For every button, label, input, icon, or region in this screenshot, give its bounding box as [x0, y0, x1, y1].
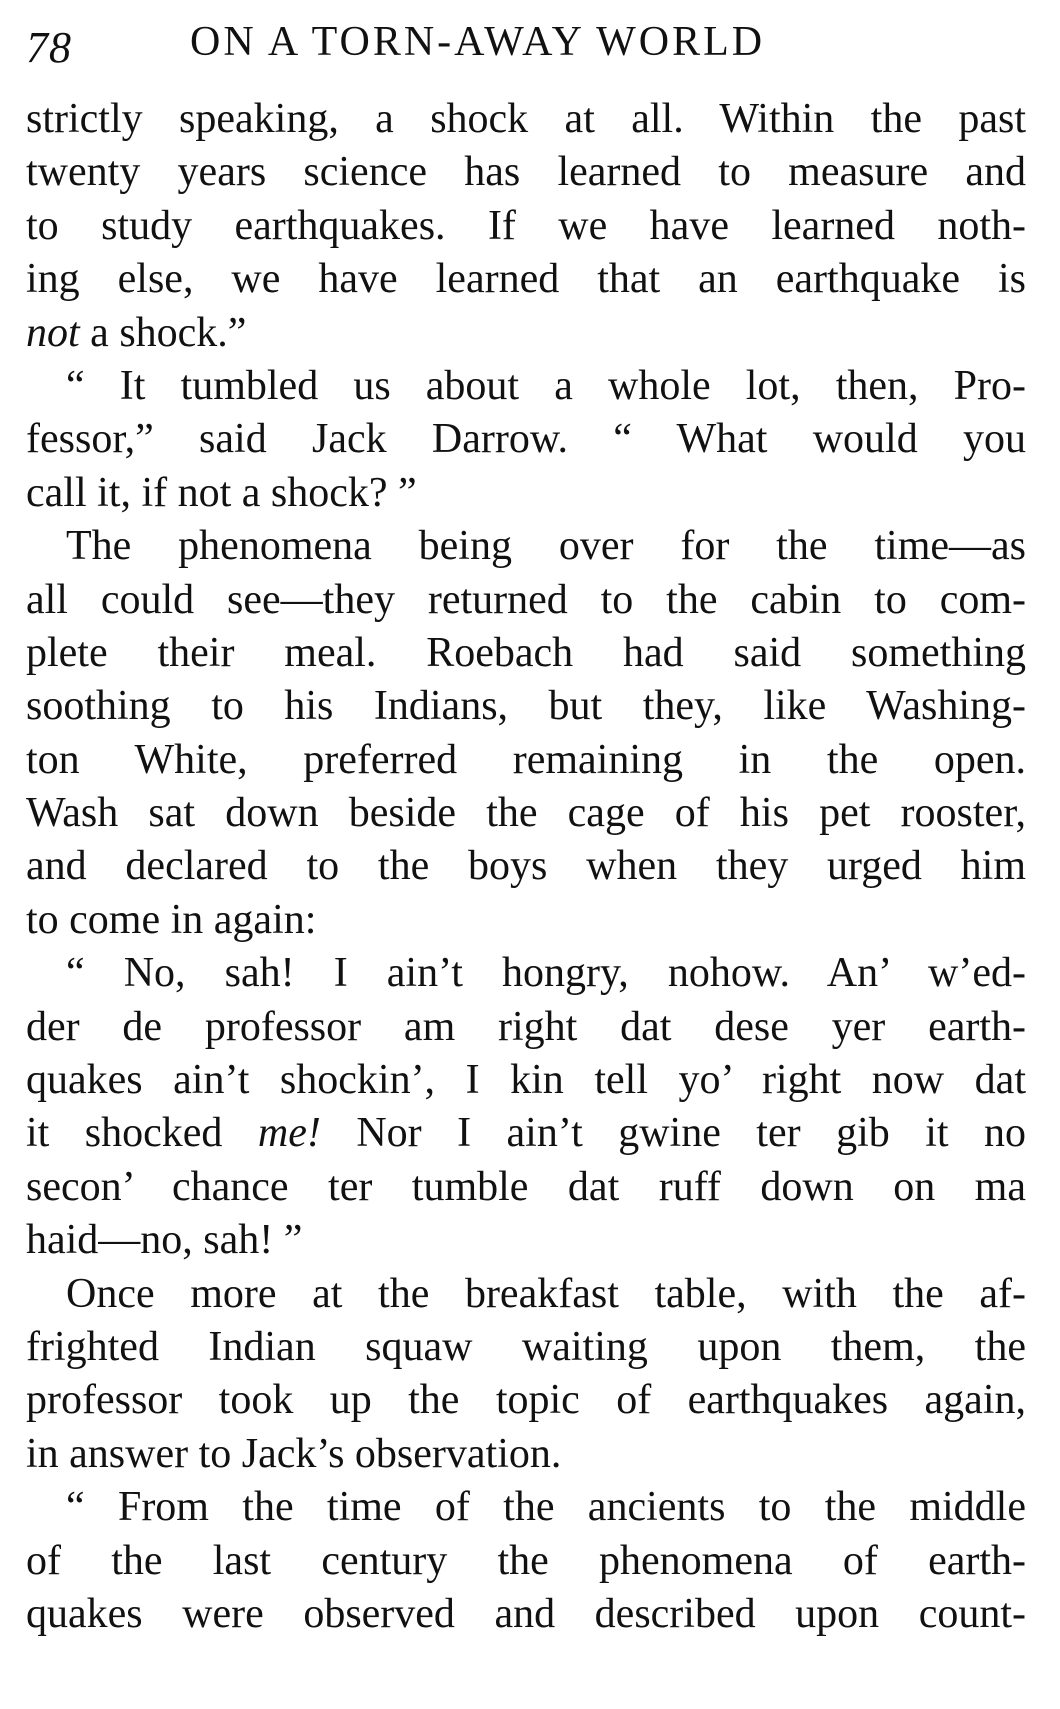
page-body-text: [26, 93, 1026, 1641]
text-line: professor took up the topic of earthquakes again,: [26, 1377, 1026, 1424]
text-line: in answer to Jack’s observation.: [26, 1430, 562, 1477]
text-line: “ From the time of the ancients to the middle: [66, 1484, 1026, 1531]
text-line: it shocked me! Nor I ain’t gwine ter gib it no: [26, 1110, 1026, 1157]
text-line: Wash sat down beside the cage of his pet rooster,: [26, 790, 1026, 837]
page-header: [26, 18, 1026, 84]
text-line: twenty years science has learned to measure and: [26, 149, 1026, 196]
text-line: to study earthquakes. If we have learned noth-: [26, 202, 1026, 249]
text-line: Once more at the breakfast table, with the af-: [66, 1270, 1026, 1317]
text-line: plete their meal. Roebach had said something: [26, 629, 1026, 676]
text-line: strictly speaking, a shock at all. Within the past: [26, 96, 1026, 142]
running-title: ON A TORN-AWAY WORLD: [190, 19, 766, 65]
italic-emphasis: me!: [257, 1110, 321, 1157]
text-line: to come in again:: [26, 896, 317, 943]
text-line: and declared to the boys when they urged him: [26, 843, 1026, 890]
text-line: all could see—they returned to the cabin to com-: [26, 576, 1026, 623]
text-line: “ No, sah! I ain’t hongry, nohow. An’ w’ed-: [66, 950, 1026, 997]
text-line: der de professor am right dat dese yer earth-: [26, 1003, 1026, 1050]
text-line: of the last century the phenomena of earth-: [26, 1537, 1026, 1584]
text-line: The phenomena being over for the time—as: [66, 523, 1026, 570]
text-line: quakes were observed and described upon count-: [26, 1590, 1026, 1637]
text-line: haid—no, sah! ”: [26, 1217, 303, 1264]
page-number: 78: [26, 23, 72, 72]
text-line: frighted Indian squaw waiting upon them, the: [26, 1323, 1026, 1370]
text-line: fessor,” said Jack Darrow. “ What would you: [26, 416, 1026, 463]
text-line: not a shock.”: [26, 309, 247, 356]
text-line: secon’ chance ter tumble dat ruff down on ma: [26, 1163, 1026, 1210]
text-line: ing else, we have learned that an earthquake is: [26, 256, 1026, 303]
text-line: quakes ain’t shockin’, I kin tell yo’ right now dat: [26, 1057, 1026, 1104]
italic-emphasis: not: [26, 309, 80, 356]
text-line: soothing to his Indians, but they, like Washing-: [26, 683, 1026, 730]
text-line: ton White, preferred remaining in the open.: [26, 736, 1026, 783]
text-line: “ It tumbled us about a whole lot, then, Pro-: [66, 362, 1026, 409]
text-line: call it, if not a shock? ”: [26, 469, 417, 516]
